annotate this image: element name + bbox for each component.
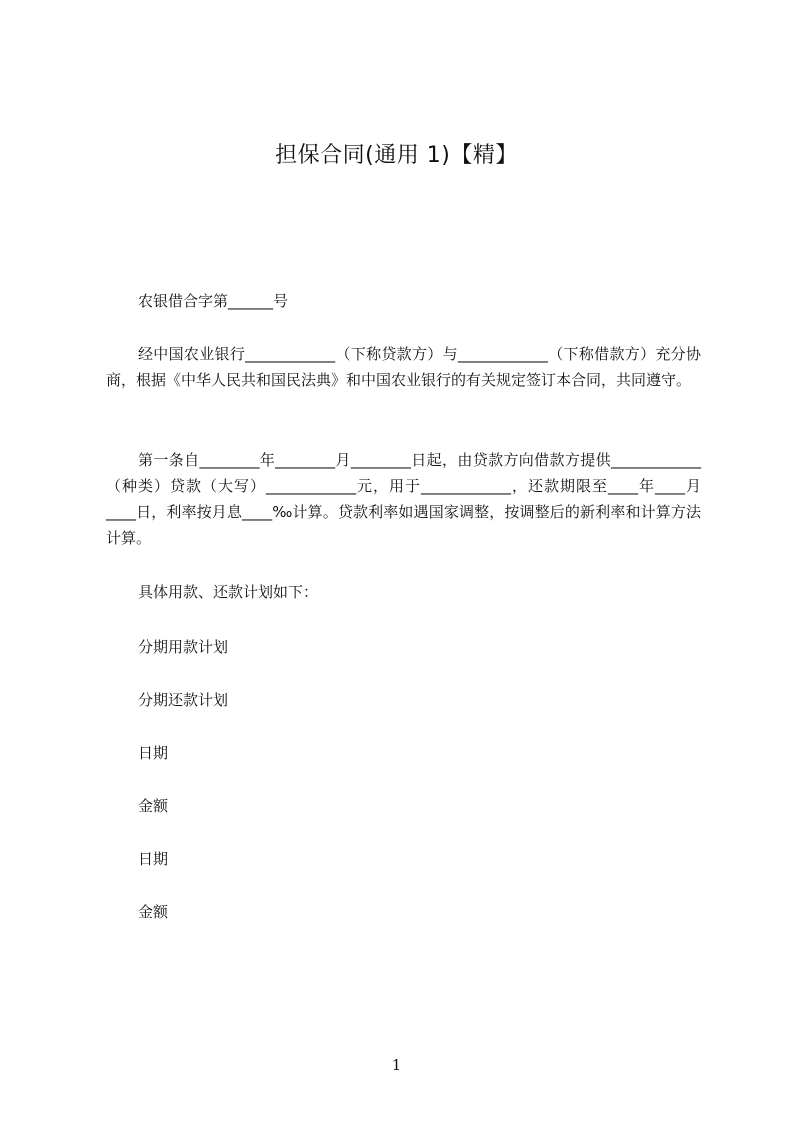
page-number: 1 <box>391 1056 402 1074</box>
plan-item-installment-usage: 分期用款计划 <box>138 638 229 656</box>
contract-number-line: 农银借合字第______号 <box>138 292 289 310</box>
intro-paragraph: 经中国农业银行____________（下称贷款方）与____________（下称借款方）充分协商，根据《中华人民共和国民法典》和中国农业银行的有关规定签订本合同，共同遵守。 <box>106 345 701 389</box>
page-title: 担保合同(通用 1)【精】 <box>275 143 518 168</box>
plan-item-installment-repayment: 分期还款计划 <box>138 691 229 709</box>
plan-item-date: 日期 <box>138 744 169 762</box>
clause-1-paragraph: 第一条自________年________月________日起，由贷款方向借款方提供____________（种类）贷款（大写）____________元，用于____________，还款期限至____年____月____日，利率按月息____‰计算。贷款利率如遇国家调整，按调整后的新利率和计算方法计算。 <box>106 451 701 547</box>
plan-item-date: 日期 <box>138 850 169 868</box>
plan-intro-paragraph: 具体用款、还款计划如下： <box>138 583 319 601</box>
plan-item-amount: 金额 <box>138 903 169 921</box>
plan-item-amount: 金额 <box>138 797 169 815</box>
